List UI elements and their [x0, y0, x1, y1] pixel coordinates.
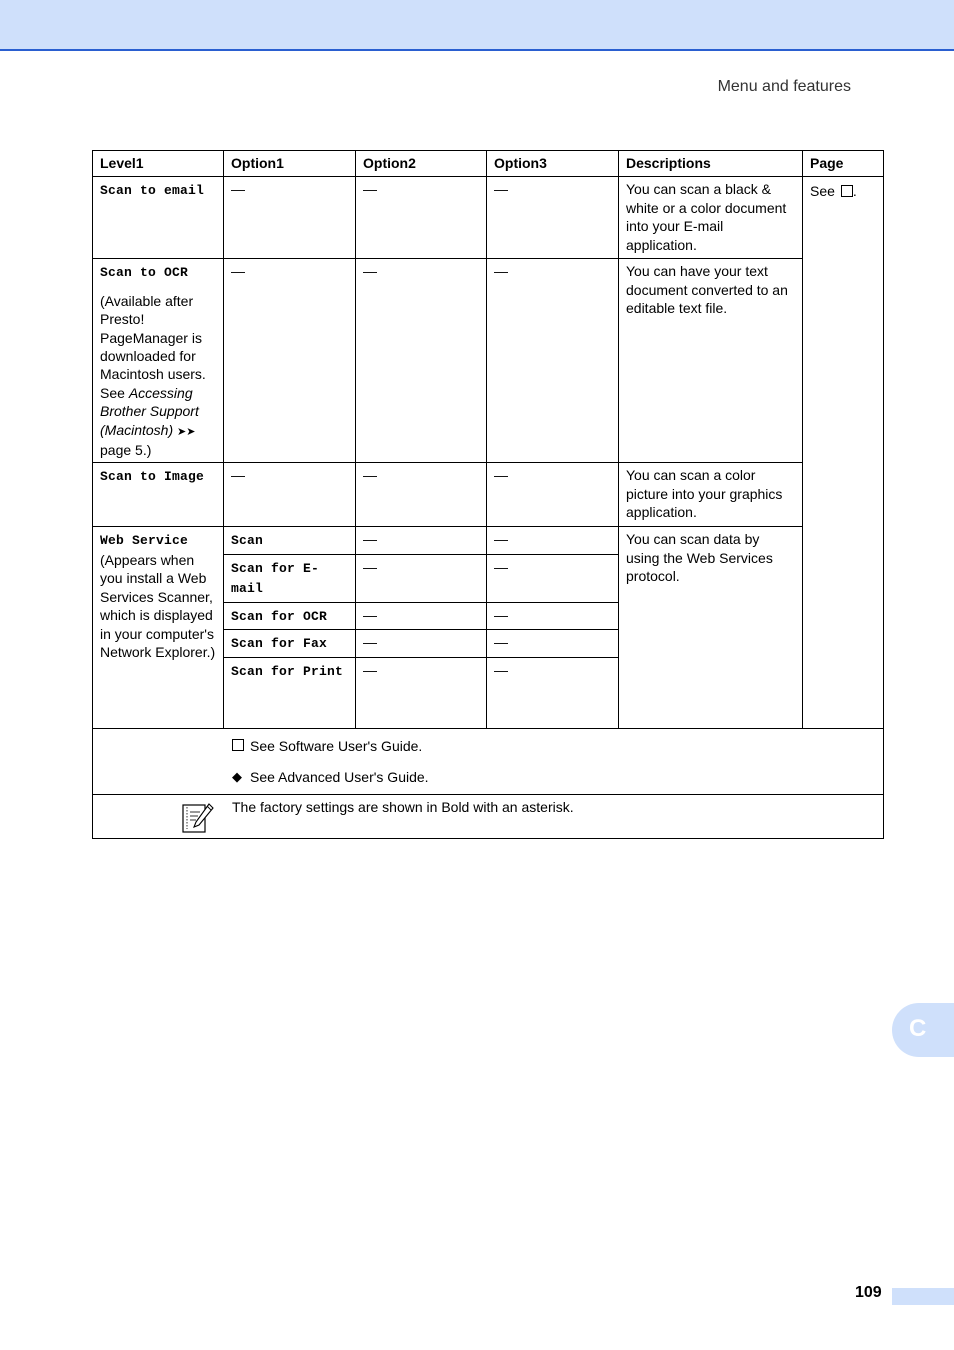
- menu-option: Scan: [231, 533, 264, 549]
- empty-dash: —: [494, 467, 508, 484]
- option2-cell: [356, 527, 487, 554]
- option3-cell: [487, 259, 619, 463]
- menu-command: Scan to email: [100, 183, 205, 199]
- note-cell: [93, 794, 884, 838]
- option2-cell: [356, 630, 487, 657]
- empty-dash: —: [494, 181, 508, 198]
- legend-cell: [93, 728, 884, 794]
- section-title: Menu and features: [717, 78, 851, 95]
- legend-row: [93, 728, 884, 794]
- option3-cell: [487, 630, 619, 657]
- header-band: [0, 0, 954, 51]
- empty-dash: —: [363, 181, 377, 198]
- empty-dash: —: [363, 558, 377, 575]
- menu-table: [92, 150, 884, 839]
- column-header: Descriptions: [619, 151, 803, 177]
- column-header: Page: [803, 151, 884, 177]
- table-row: [93, 259, 884, 463]
- page-cell: [803, 177, 884, 728]
- table-header-row: [93, 151, 884, 177]
- legend-advanced-guide: [232, 762, 883, 793]
- column-header: Option3: [487, 151, 619, 177]
- option1-cell: [224, 657, 356, 728]
- description-cell: You can scan a black & white or a color document into your E-mail application.: [619, 177, 803, 259]
- note-text: (Available after Presto! PageManager is downloaded for Macintosh users. See: [100, 292, 206, 401]
- option3-cell: [487, 602, 619, 629]
- double-arrow-icon: ➤➤: [177, 425, 196, 438]
- option1-cell: [224, 527, 356, 554]
- menu-command: Scan to OCR: [100, 265, 189, 281]
- page-see-text: See: [810, 183, 835, 200]
- option3-cell: [487, 657, 619, 728]
- level1-cell: [93, 527, 224, 728]
- description-cell: You can have your text document converted to an editable text file.: [619, 259, 803, 463]
- table-row: [93, 177, 884, 259]
- option3-cell: [487, 527, 619, 554]
- table-row: [93, 527, 884, 554]
- option1-cell: [224, 554, 356, 602]
- empty-dash: —: [363, 661, 377, 678]
- empty-dash: —: [231, 263, 245, 280]
- menu-command: Web Service: [100, 533, 189, 549]
- menu-option: Scan for Print: [231, 663, 344, 679]
- option1-cell: [224, 259, 356, 463]
- page-number-bar: [892, 1288, 954, 1305]
- level1-cell: [93, 463, 224, 527]
- option1-cell: [224, 177, 356, 259]
- page-see-suffix: .: [852, 183, 857, 200]
- level1-cell: [93, 259, 224, 463]
- reference-link[interactable]: Accessing Brother Support (Macintosh): [100, 384, 199, 438]
- empty-dash: —: [363, 467, 377, 484]
- option2-cell: [356, 259, 487, 463]
- availability-note: [100, 292, 216, 460]
- option3-cell: [487, 554, 619, 602]
- empty-dash: —: [363, 263, 377, 280]
- empty-dash: —: [363, 531, 377, 548]
- note-text: The factory settings are shown in Bold with an asterisk.: [232, 798, 574, 815]
- empty-dash: —: [494, 606, 508, 623]
- option2-cell: [356, 602, 487, 629]
- menu-option: Scan for Fax: [231, 636, 328, 652]
- empty-dash: —: [494, 634, 508, 651]
- chapter-tab-label: C: [909, 1015, 927, 1042]
- option3-cell: [487, 177, 619, 259]
- option2-cell: [356, 554, 487, 602]
- note-page-ref: page 5.): [100, 442, 152, 459]
- empty-dash: —: [363, 606, 377, 623]
- menu-option: Scan for E-mail: [231, 560, 320, 597]
- legend-software-guide: [232, 731, 883, 762]
- description-cell: You can scan a color picture into your graphics application.: [619, 463, 803, 527]
- empty-dash: —: [494, 558, 508, 575]
- option2-cell: [356, 177, 487, 259]
- web-service-note: (Appears when you install a Web Services Scanner, which is displayed in your computer's Network Explorer.): [100, 551, 216, 660]
- option2-cell: [356, 657, 487, 728]
- chapter-tab: [892, 1003, 954, 1057]
- column-header: Option1: [224, 151, 356, 177]
- table-row: [93, 463, 884, 527]
- option1-cell: [224, 463, 356, 527]
- option3-cell: [487, 463, 619, 527]
- software-guide-box-icon: [841, 185, 853, 197]
- option1-cell: [224, 602, 356, 629]
- description-cell: You can scan data by using the Web Services protocol.: [619, 527, 803, 728]
- legend-text: See Advanced User's Guide.: [250, 768, 429, 785]
- column-header: Level1: [93, 151, 224, 177]
- menu-option: Scan for OCR: [231, 608, 328, 624]
- diamond-icon: ◆: [232, 768, 242, 784]
- legend-text: See Software User's Guide.: [250, 737, 423, 754]
- empty-dash: —: [231, 181, 245, 198]
- menu-command: Scan to Image: [100, 469, 205, 485]
- empty-dash: —: [494, 263, 508, 280]
- empty-dash: —: [231, 467, 245, 484]
- column-header: Option2: [356, 151, 487, 177]
- page-number: 109: [855, 1284, 882, 1301]
- note-pencil-icon: [93, 798, 232, 834]
- empty-dash: —: [494, 661, 508, 678]
- empty-dash: —: [494, 531, 508, 548]
- option2-cell: [356, 463, 487, 527]
- note-row: [93, 794, 884, 838]
- option1-cell: [224, 630, 356, 657]
- level1-cell: [93, 177, 224, 259]
- empty-dash: —: [363, 634, 377, 651]
- box-icon: [232, 737, 250, 755]
